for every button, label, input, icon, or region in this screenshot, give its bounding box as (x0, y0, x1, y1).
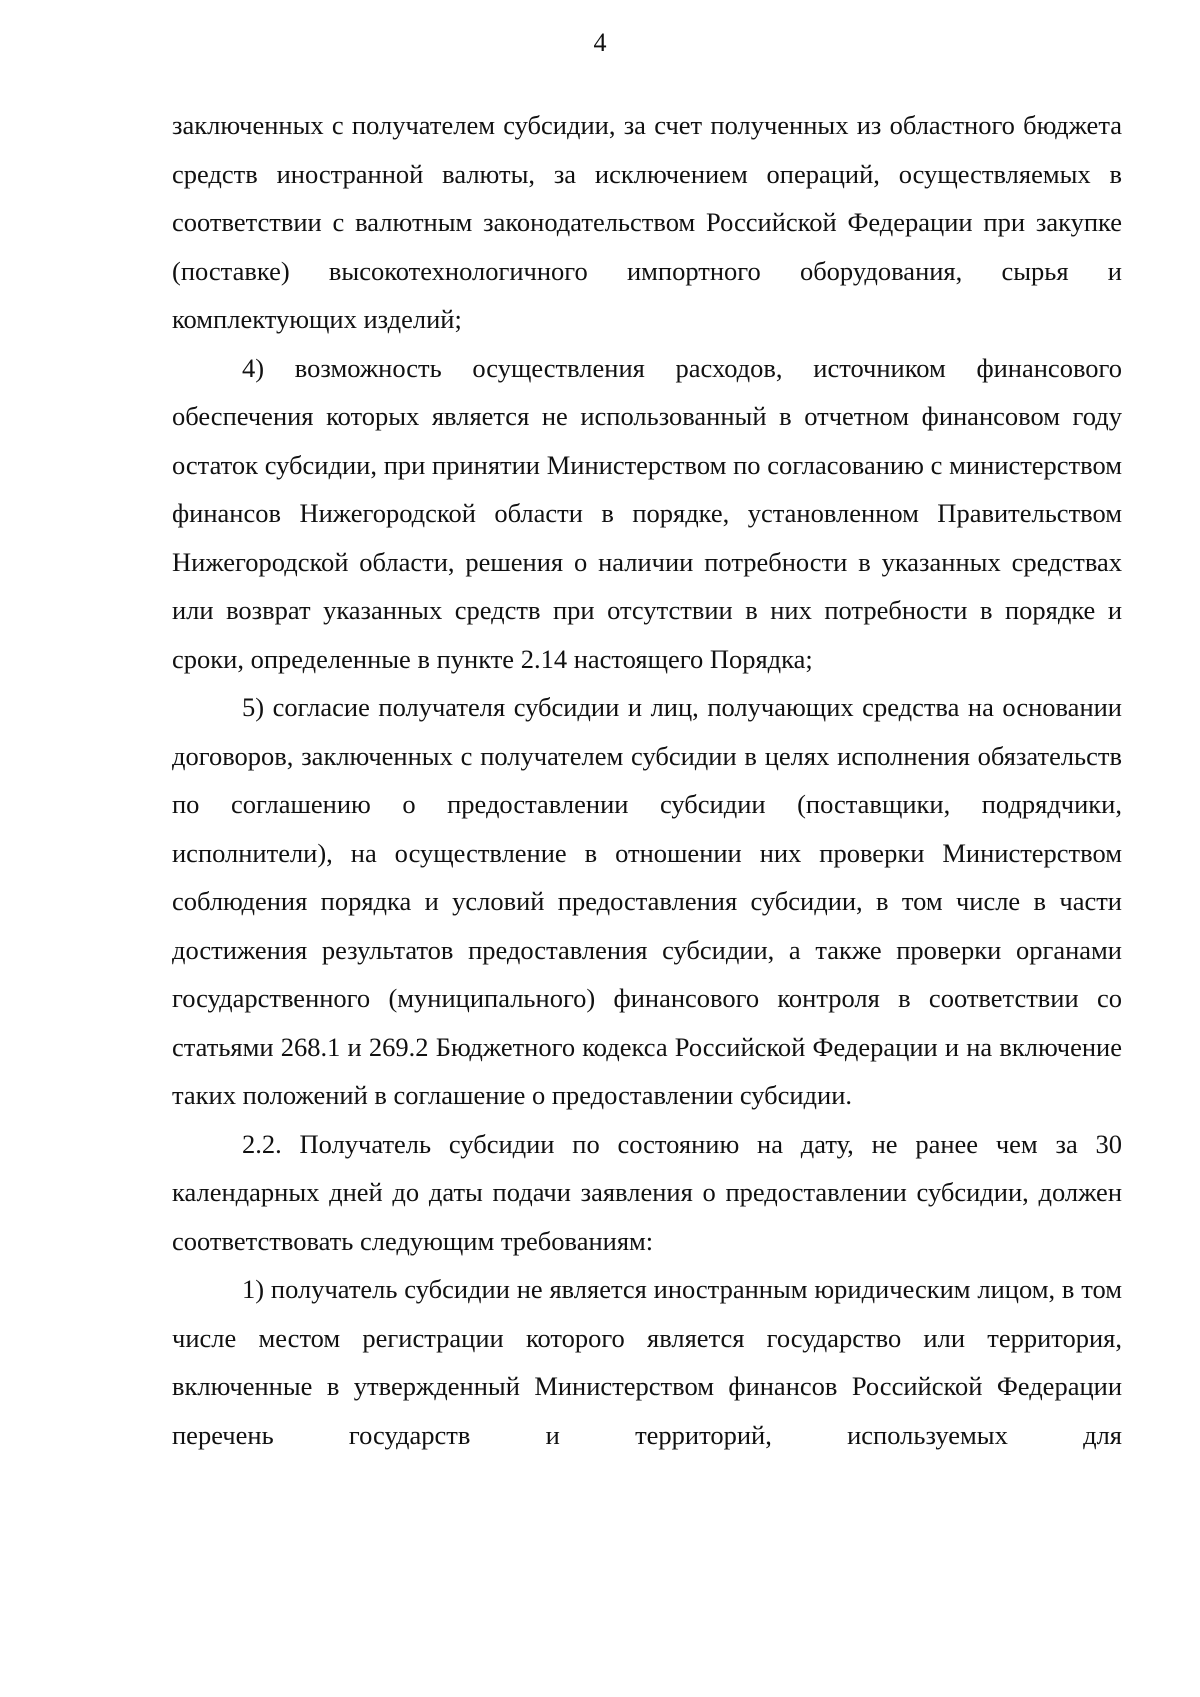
paragraph-section-2-2: 2.2. Получатель субсидии по состоянию на дату, не ранее чем за 30 календарных дней до даты подачи заявления о предоставлении субсидии, должен соответствовать следующим требованиям: (172, 1128, 1122, 1256)
paragraph-item-5: 5) согласие получателя субсидии и лиц, получающих средства на основании договоров, заключенных с получателем субсидии в целях исполнения обязательств по соглашению о предоставлении субсидии (поставщики, подрядчики, исполнители), на осуществление в отношении них проверки Министерством соблюдения порядка и условий предоставления субсидии, в том числе в части достижения результатов предоставления субсидии, а также проверки органами государственного (муниципального) финансового контроля в соответствии со статьями 268.1 и 269.2 Бюджетного кодекса Российской Федерации и на включение таких положений в соглашение о предоставлении субсидии. (172, 692, 1122, 1110)
page-number: 4 (593, 28, 607, 57)
paragraph-item-1: 1) получатель субсидии не является иностранным юридическим лицом, в том числе местом регистрации которого является государство или территория, включенные в утвержденный Министерством финансов Российской Федерации перечень государств и территорий, используемых для (172, 1274, 1122, 1450)
paragraph-continuation: заключенных с получателем субсидии, за счет полученных из областного бюджета средств иностранной валюты, за исключением операций, осуществляемых в соответствии с валютным законодательством Российской Федерации при закупке (поставке) высокотехнологичного импортного оборудования, сырья и комплектующих изделий; (172, 110, 1122, 334)
document-body (172, 101, 1122, 1459)
paragraph-item-4: 4) возможность осуществления расходов, источником финансового обеспечения которых является не использованный в отчетном финансовом году остаток субсидии, при принятии Министерством по согласованию с министерством финансов Нижегородской области в порядке, установленном Правительством Нижегородской области, решения о наличии потребности в указанных средствах или возврат указанных средств при отсутствии в них потребности в порядке и сроки, определенные в пункте 2.14 настоящего Порядка; (172, 352, 1122, 674)
